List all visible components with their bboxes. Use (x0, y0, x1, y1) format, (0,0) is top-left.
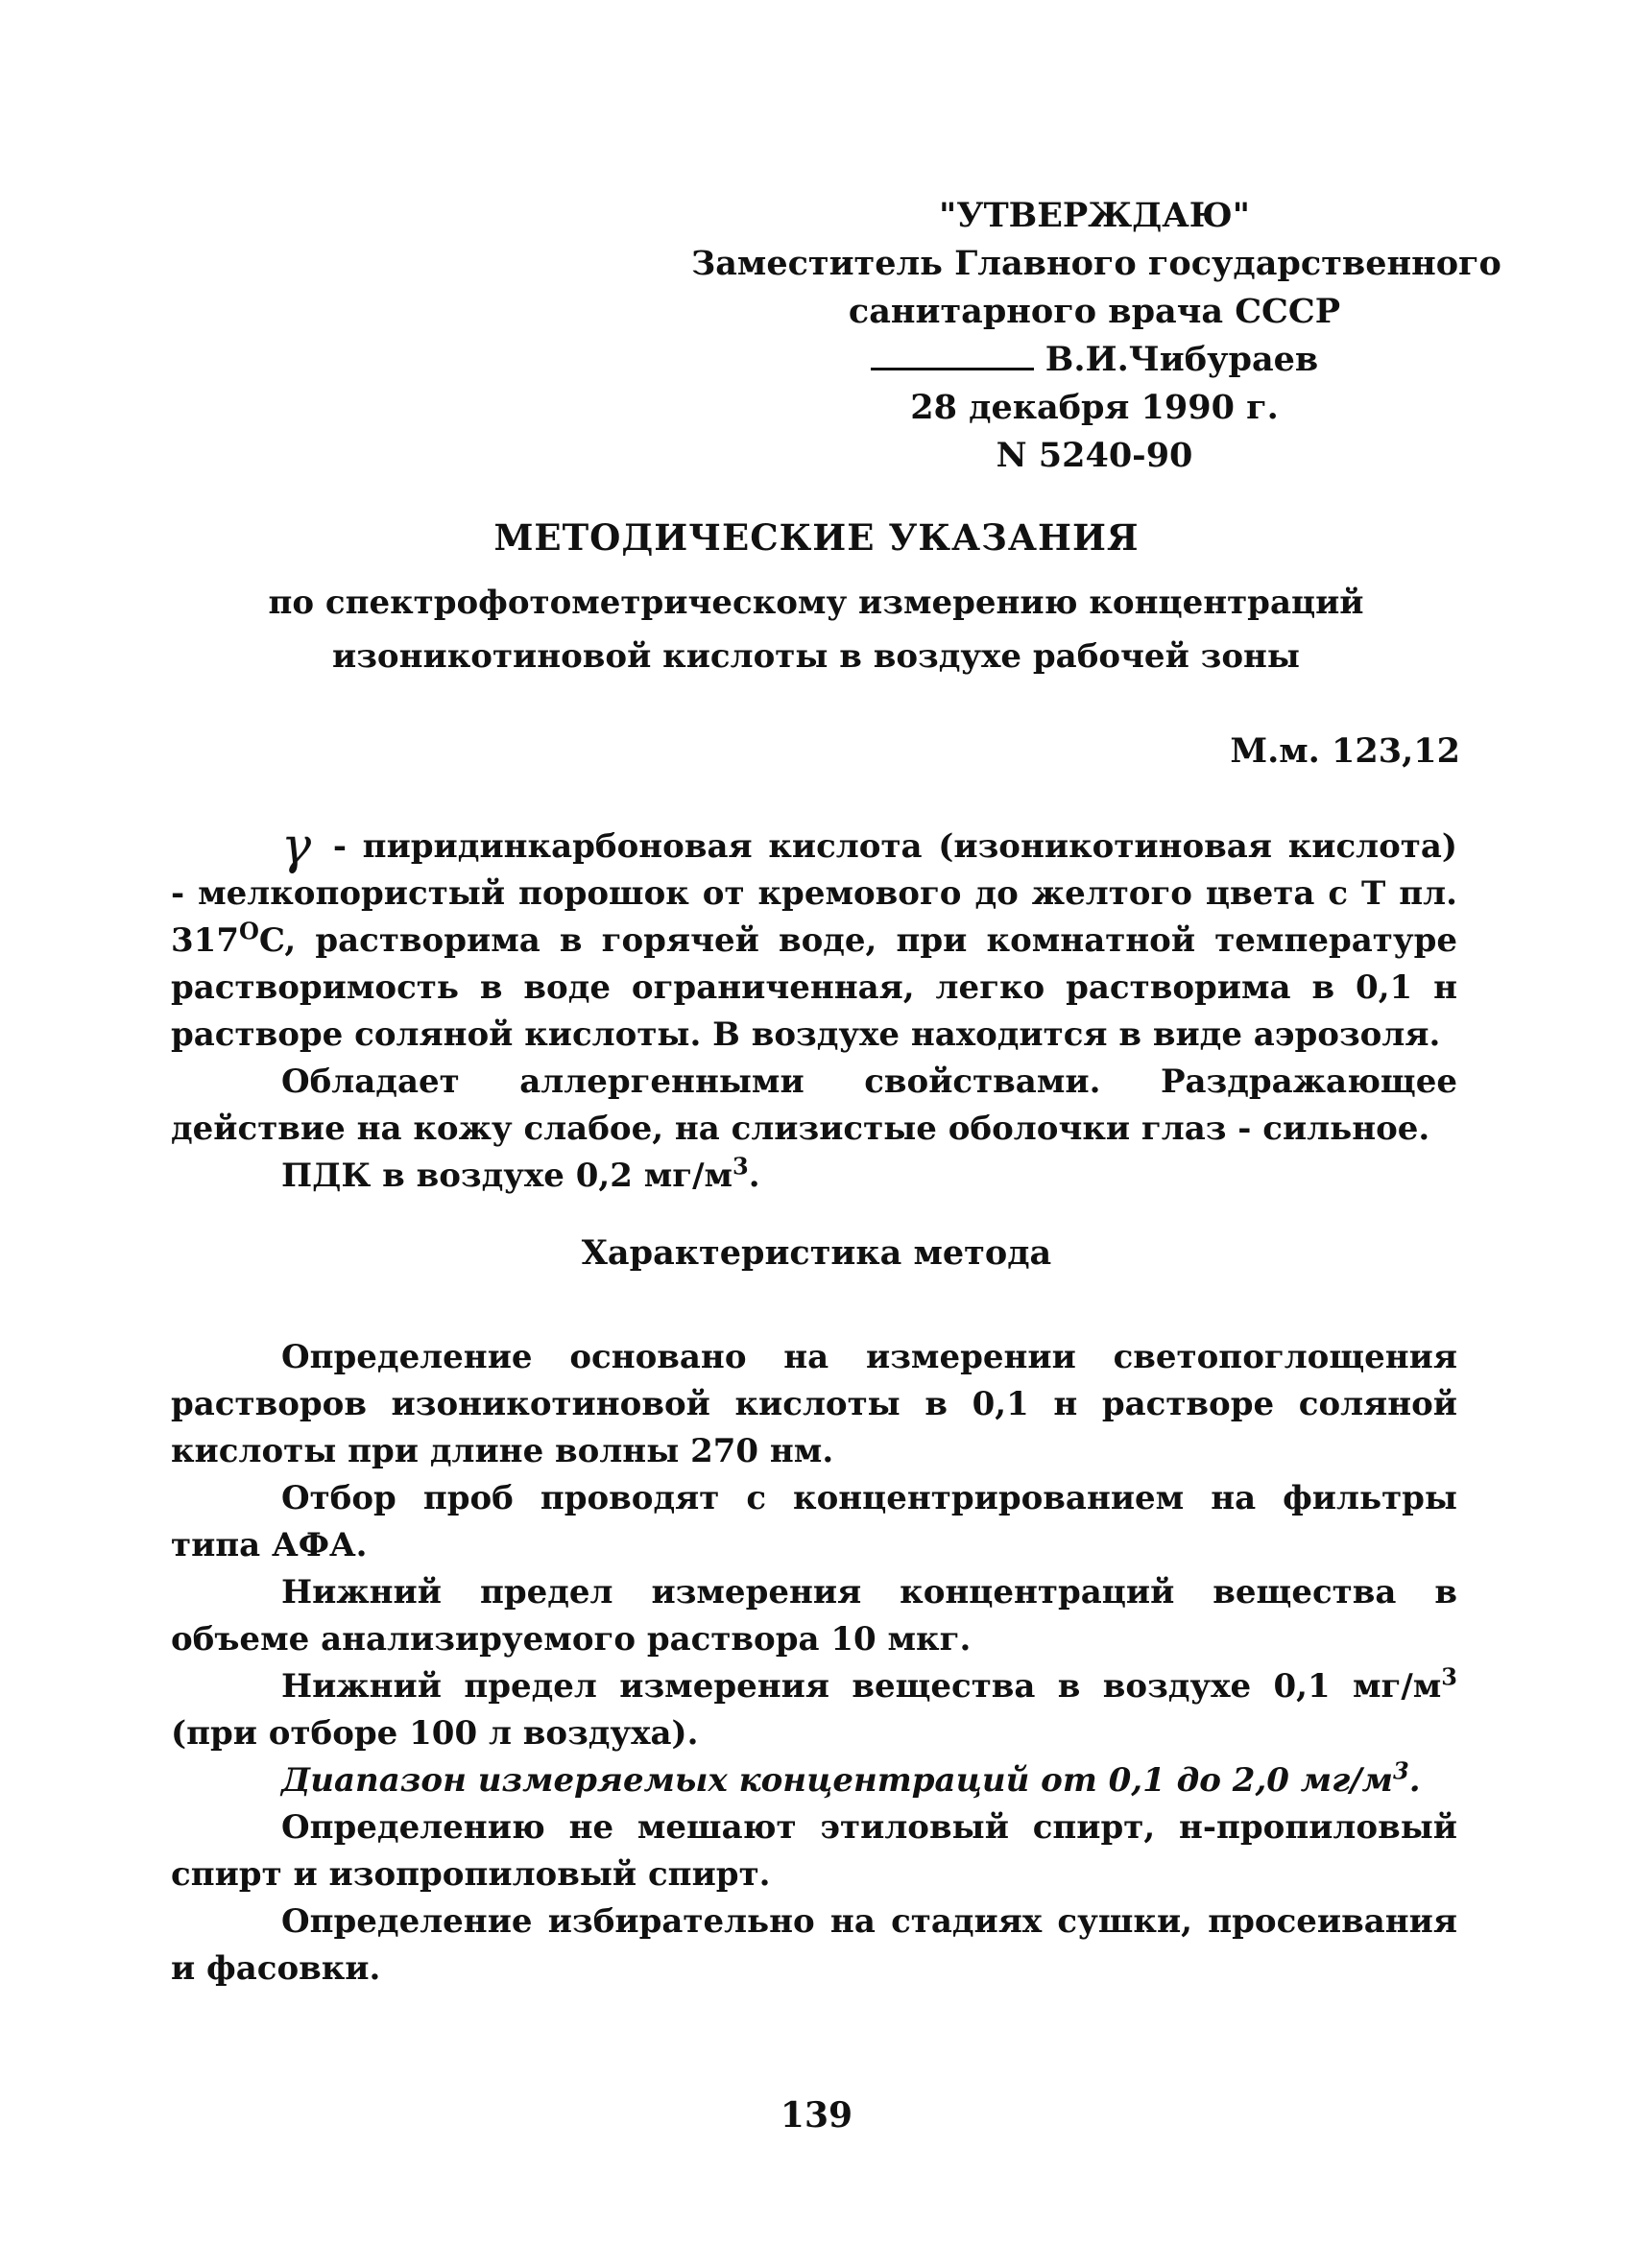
method-paragraph-7: Определение избирательно на стадиях сушки, просеивания и фасовки. (171, 1902, 1457, 1988)
intro-paragraph-2: Обладает аллергенными свойствами. Раздражающее действие на кожу слабое, на слизистые оболочки глаз - сильное. (171, 1062, 1457, 1148)
method-paragraph-1: Определение основано на измерении светопоглощения растворов изоникотиновой кислоты в 0,1 н растворе соляной кислоты при длине волны 270 нм. (171, 1338, 1457, 1470)
approval-position-line2: санитарного врача СССР (848, 292, 1341, 331)
approval-date: 28 декабря 1990 г. (910, 388, 1279, 427)
intro-paragraph-1: γ - пиридинкарбоновая кислота (изоникотиновая кислота) - мелкопористый порошок от кремового до желтого цвета с Т пл. $317^OC$, растворима в горячей воде, при комнатной температуре растворимость в воде ограниченная, легко растворима в 0,1 н растворе соляной кислоты. В воздухе находится в виде аэрозоля. (171, 818, 1457, 1054)
method-paragraph-6: Определению не мешают этиловый спирт, н-пропиловый спирт и изопропиловый спирт. (171, 1808, 1457, 1894)
method-paragraph-3: Нижний предел измерения концентраций вещества в объеме анализируемого раствора 10 мкг. (171, 1573, 1457, 1659)
approval-heading: "УТВЕРЖДАЮ" (938, 196, 1251, 235)
method-paragraph-5: Диапазон измеряемых концентраций от 0,1 до 2,0 $мг/м^3$. (281, 1756, 1421, 1800)
subtitle-line2: изоникотиновой кислоты в воздухе рабочей зоны (332, 637, 1300, 676)
intro-paragraph-3: ПДК в воздухе 0,2 $мг/м^3$. (281, 1152, 760, 1195)
approval-position-line1: Заместитель Главного государственного (691, 244, 1501, 283)
method-block (171, 1334, 1457, 1993)
greek-gamma-symbol: γ (281, 818, 312, 875)
approval-number: N 5240-90 (996, 436, 1193, 475)
document-subtitle (163, 576, 1469, 683)
section-title: Характеристика метода (581, 1233, 1052, 1273)
method-paragraph-2: Отбор проб проводят с концентрированием на фильтры типа АФА. (171, 1479, 1457, 1564)
approval-signatory: В.И.Чибураев (1045, 340, 1319, 379)
intro-block (171, 818, 1457, 1200)
document-title: МЕТОДИЧЕСКИЕ УКАЗАНИЯ (493, 516, 1140, 559)
method-paragraph-4: Нижний предел измерения вещества в воздухе 0,1 $мг/м^3$ (при отборе 100 л воздуха). (171, 1662, 1457, 1753)
approval-signature-row (691, 336, 1498, 384)
page-number: 139 (780, 2095, 853, 2136)
molar-mass: М.м. 123,12 (1230, 731, 1460, 771)
subtitle-line1: по спектрофотометрическому измерению концентраций (268, 584, 1364, 622)
signature-line (871, 360, 1034, 370)
approval-block (691, 192, 1501, 480)
